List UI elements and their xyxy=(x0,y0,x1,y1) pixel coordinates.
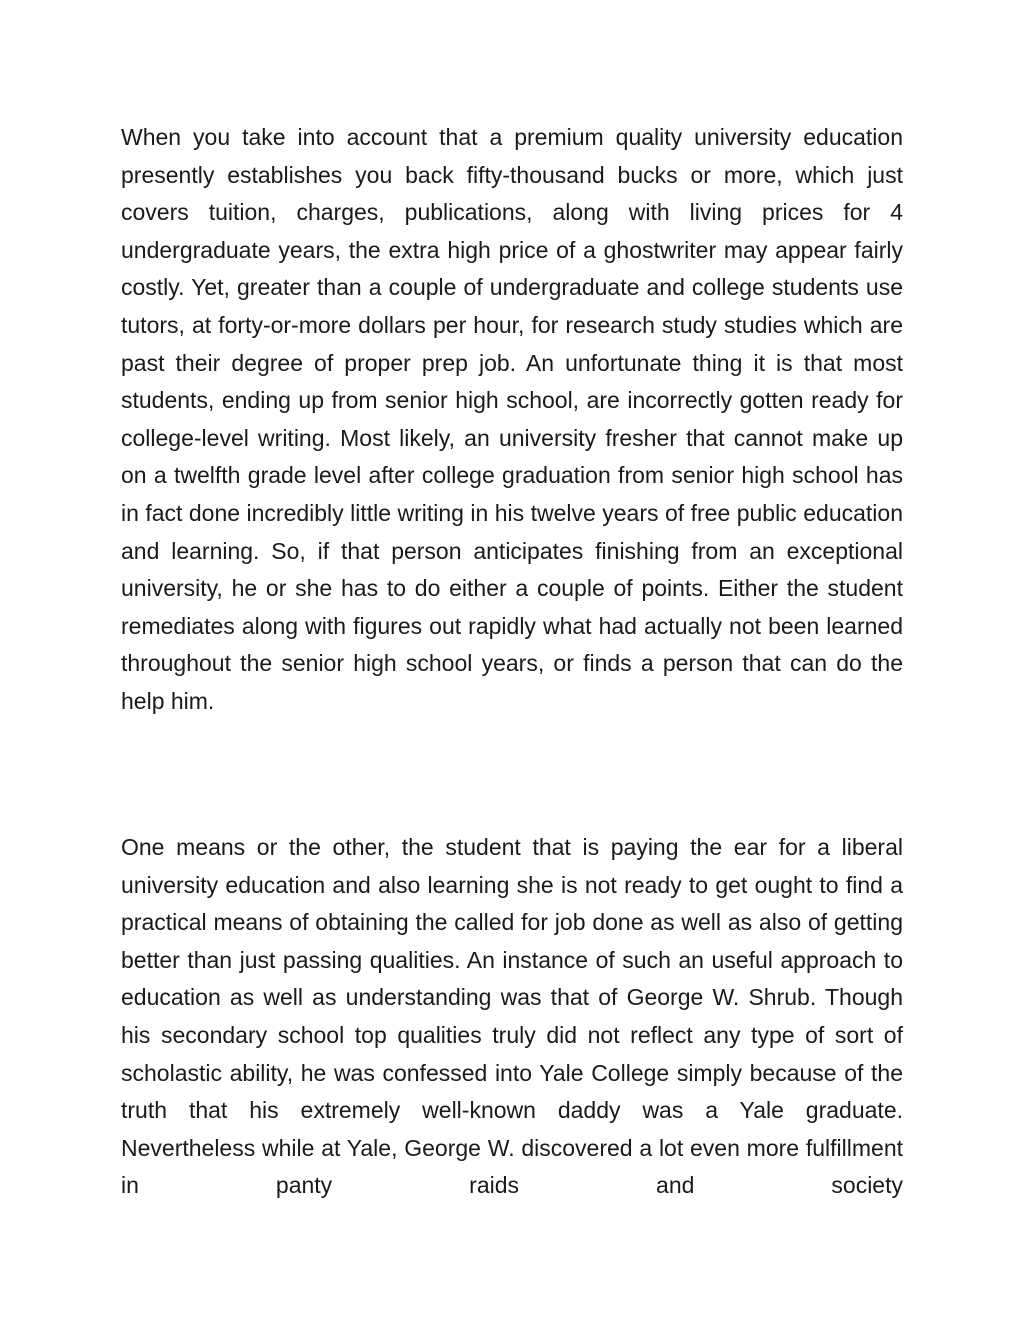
paragraph-1: When you take into account that a premium quality university education presently establishes you back fifty-thousand bucks or more, which just covers tuition, charges, publications, along with living prices for 4 undergraduate years, the extra high price of a ghostwriter may appear fairly costly. Yet, greater than a couple of undergraduate and college students use tutors, at forty-or-more dollars per hour, for research study studies which are past their degree of proper prep job. An unfortunate thing it is that most students, ending up from senior high school, are incorrectly gotten ready for college-level writing. Most likely, an university fresher that cannot make up on a twelfth grade level after college graduation from senior high school has in fact done incredibly little writing in his twelve years of free public education and learning. So, if that person anticipates finishing from an exceptional university, he or she has to do either a couple of points. Either the student remediates along with figures out rapidly what had actually not been learned throughout the senior high school years, or finds a person that can do the help him. xyxy=(121,124,903,714)
paragraph-2: One means or the other, the student that is paying the ear for a liberal university education and also learning she is not ready to get ought to find a practical means of obtaining the called for job done as well as also of getting better than just passing qualities. An instance of such an useful approach to education as well as understanding was that of George W. Shrub. Though his secondary school top qualities truly did not reflect any type of sort of scholastic ability, he was confessed into Yale College simply because of the truth that his extremely well-known daddy was a Yale graduate. Nevertheless while at Yale, George W. discovered a lot even more fulfillment in panty raids and society xyxy=(121,834,903,1199)
